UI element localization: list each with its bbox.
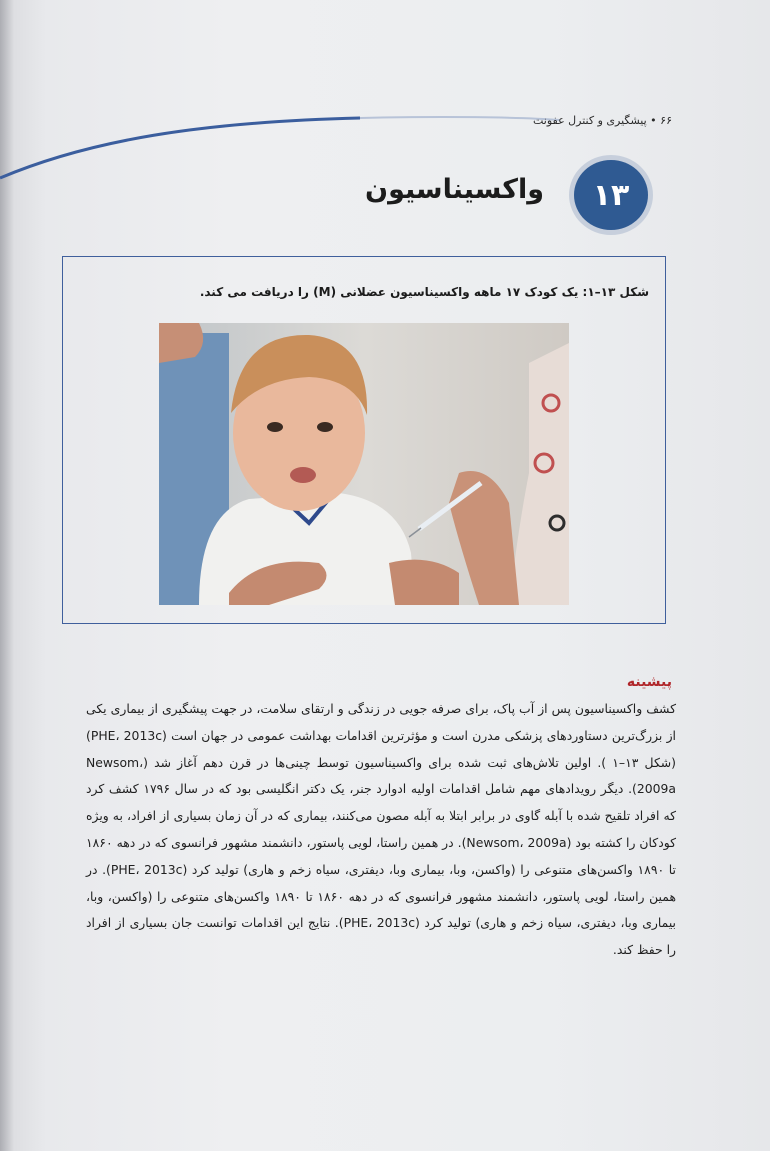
section-heading: پیشینه <box>626 674 672 690</box>
running-head: ۶۶ • پیشگیری و کنترل عفونت <box>533 114 672 127</box>
body-text <box>86 696 676 964</box>
page-binding-shadow <box>0 0 14 1151</box>
chapter-title: واکسیناسیون <box>365 174 544 205</box>
child-vaccination-illustration <box>159 323 569 605</box>
figure-caption: شکل ۱۳–۱: یک کودک ۱۷ ماهه واکسیناسیون عضلانی (M) را دریافت می کند. <box>199 285 649 299</box>
vaccination-photo <box>159 323 569 605</box>
header-arc-decoration <box>0 0 770 260</box>
chapter-number-badge: ۱۳ <box>574 160 648 230</box>
body-paragraph: کشف واکسیناسیون پس از آب پاک، برای صرفه جویی در زندگی و ارتقای سلامت، در جهت پیشگیری از بیماری یکی از بزرگ‌ترین دستاوردهای پزشکی مدرن است و مؤثرترین اقدامات بهداشت عمومی در جهان است (PHE، 2013c) (شکل ۱۳–۱ ). اولین تلاش‌های ثبت شده برای واکسیناسیون توسط چینی‌ها در قرن دهم آغاز شد (Newsom، 2009a). دیگر رویدادهای مهم شامل اقدامات اولیه ادوارد جنر، یک دکتر انگلیسی بود که در سال ۱۷۹۶ کشف کرد که افراد تلقیح شده با آبله گاوی در برابر ابتلا به آبله مصون می‌کنند، بیماری که در آن زمان بسیاری از افراد، به ویژه کودکان را کشته بود (Newsom، 2009a). در همین راستا، لویی پاستور، دانشمند مشهور فرانسوی که در دهه ۱۸۶۰ تا ۱۸۹۰ واکسن‌های متنوعی را (واکسن، وبا، بیماری وبا، دیفتری، سیاه زخم و هاری) تولید کرد (PHE، 2013c). در همین راستا، لویی پاستور، دانشمند مشهور فرانسوی که در دهه ۱۸۶۰ تا ۱۸۹۰ واکسن‌های متنوعی را (واکسن، وبا، بیماری وبا، دیفتری، سیاه زخم و هاری) تولید کرد (PHE، 2013c). نتایج این اقدامات توانست جان بسیاری از افراد را حفظ کند. <box>86 701 677 958</box>
figure-frame <box>62 256 666 624</box>
